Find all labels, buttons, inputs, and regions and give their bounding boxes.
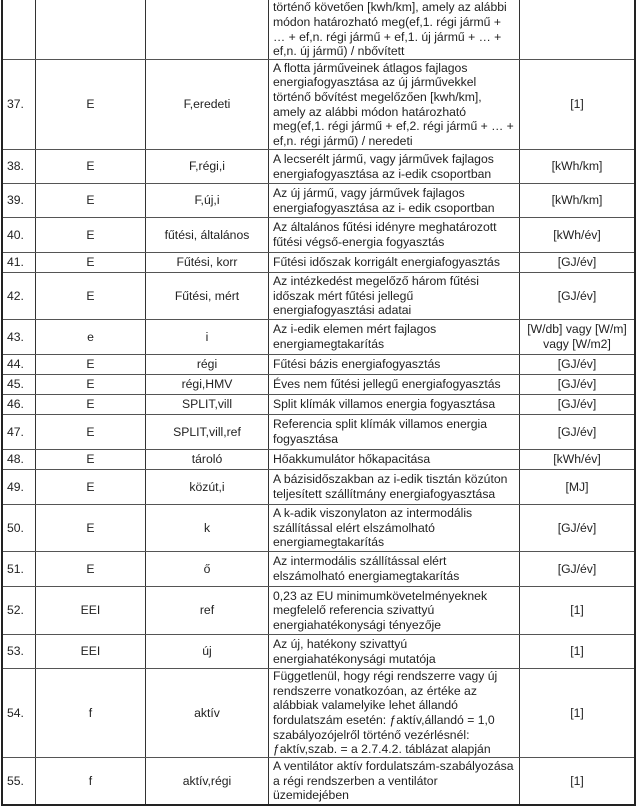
description-text: A flotta járműveinek átlagos fajlagos energiafogyasztása az új járművekkel történő bővítést megelőzően [kwh/km], amely az alábbi módon határozható meg(ef,1. régi jármű + ef,2. régi jármű + … + ef,n. régi jármű) / neredeti	[273, 60, 514, 148]
unit-cell: [1]	[570, 644, 584, 659]
description-text: Az intézkedést megelőző három fűtési időszak mért fűtési jellegű energiafogyasztási adatai	[273, 274, 479, 318]
index-cell: F,eredeti	[146, 60, 269, 149]
description-cell	[269, 320, 520, 354]
no-cell: 53.	[3, 635, 36, 668]
table-row	[3, 415, 634, 450]
index-cell	[146, 0, 269, 59]
unit-cell: [GJ/év]	[557, 520, 597, 535]
table-row	[3, 552, 634, 587]
unit-cell: [GJ/év]	[557, 288, 597, 303]
index-cell: F,régi,i	[146, 150, 269, 183]
description-cell	[269, 470, 520, 504]
no-cell: 50.	[3, 505, 36, 551]
unit-cell: [MJ]	[565, 479, 589, 494]
description-cell	[269, 253, 520, 272]
no-cell: 43.	[3, 320, 36, 354]
table-row	[3, 273, 634, 320]
no-cell: 37.	[3, 60, 36, 149]
table-row	[3, 60, 634, 150]
description-text: A lecserélt jármű, vagy járművek fajlagos energiafogyasztása az i-edik csoportban	[273, 151, 494, 181]
description-cell	[269, 60, 520, 149]
unit-cell: [W/db] vagy [W/m] vagy [W/m2]	[527, 322, 627, 351]
index-cell: új	[146, 635, 269, 668]
index-cell: aktív,régi	[146, 758, 269, 804]
no-cell: 55.	[3, 758, 36, 804]
no-cell: 45.	[3, 375, 36, 394]
unit-cell: [kWh/km]	[551, 193, 603, 208]
table-row	[3, 669, 634, 758]
index-cell: F,új,i	[146, 184, 269, 217]
unit-cell: [1]	[570, 705, 584, 720]
symbol-cell: f	[36, 669, 146, 757]
no-cell: 49.	[3, 470, 36, 504]
table-row	[3, 395, 634, 415]
symbol-cell: E	[36, 273, 146, 319]
index-cell: ő	[146, 552, 269, 586]
unit-cell: [kWh/km]	[551, 159, 603, 174]
index-cell: k	[146, 505, 269, 551]
symbol-cell: EEI	[36, 635, 146, 668]
table-row	[3, 587, 634, 635]
symbol-cell: f	[36, 758, 146, 804]
description-text: Éves nem fűtési jellegű energiafogyasztás	[273, 377, 501, 392]
description-cell	[269, 0, 520, 59]
no-cell: 51.	[3, 552, 36, 586]
description-text: 0,23 az EU minimumkövetelményeknek megfelelő referencia szivattyú energiahatékonysági tényezője	[273, 588, 488, 632]
table-row	[3, 184, 634, 218]
index-cell: régi,HMV	[146, 375, 269, 394]
symbol-cell: E	[36, 355, 146, 374]
description-cell	[269, 355, 520, 374]
description-text: Az i-edik elemen mért fajlagos energiamegtakarítás	[273, 322, 437, 351]
index-cell: régi	[146, 355, 269, 374]
description-cell	[269, 415, 520, 449]
symbol-cell	[36, 0, 146, 59]
table-row	[3, 635, 634, 669]
description-text: Fűtési időszak korrigált energiafogyasztás	[273, 255, 500, 270]
no-cell	[3, 0, 36, 59]
symbol-cell: E	[36, 253, 146, 272]
unit-cell: [GJ/év]	[557, 397, 597, 412]
description-text: Az új, hatékony szivattyú energiahatékonysági mutatója	[273, 636, 436, 666]
unit-cell: [1]	[570, 97, 584, 112]
symbol-cell: E	[36, 470, 146, 504]
no-cell: 54.	[3, 669, 36, 757]
description-text: Az általános fűtési idényre meghatározott fűtési végső-energia fogyasztás	[273, 220, 497, 249]
description-text: Függetlenül, hogy régi rendszerre vagy új rendszerre vonatkozóan, az értéke az alábbiak valamelyike lehet állandó fordulatszám esetén: ƒaktív,állandó = 1,0 szabályozójelről történő vezérlésnél: ƒaktív,szab. = a 2.7.4.2. táblázat alapján	[273, 669, 498, 757]
description-text: Az intermodális szállítással elért elszámolható energiamegtakarítás	[273, 554, 460, 583]
table-row	[3, 450, 634, 470]
unit-cell: [1]	[570, 773, 584, 788]
symbol-cell: E	[36, 552, 146, 586]
table-row	[3, 375, 634, 395]
table-row	[3, 218, 634, 253]
unit-cell: [1]	[570, 603, 584, 618]
description-text: Fűtési bázis energiafogyasztás	[273, 357, 441, 372]
table-row	[3, 505, 634, 552]
unit-cell: [kWh/év]	[553, 227, 601, 242]
description-text: A ventilátor aktív fordulatszám-szabályozása a régi rendszerben a ventilátor üzemidejében	[273, 759, 514, 803]
table-row	[3, 470, 634, 505]
symbol-cell: E	[36, 60, 146, 149]
description-cell	[269, 375, 520, 394]
description-cell	[269, 395, 520, 414]
no-cell: 42.	[3, 273, 36, 319]
unit-cell: [GJ/év]	[557, 255, 597, 270]
symbol-cell: E	[36, 184, 146, 217]
description-cell	[269, 273, 520, 319]
description-text: A bázisidőszakban az i-edik tisztán közúton teljesített szállítmány energiafogyasztása	[273, 472, 508, 501]
description-text: Hőakkumulátor hőkapacitása	[273, 452, 431, 467]
description-cell	[269, 635, 520, 668]
description-cell	[269, 218, 520, 252]
symbol-cell: e	[36, 320, 146, 354]
description-text: történő követően [kwh/km], amely az alábbi módon határozható meg(ef,1. régi jármű + … + ef,n. régi jármű + ef,1. új jármű + … + ef,n. új jármű) / nbővített	[273, 0, 507, 59]
index-cell: Fűtési, korr	[146, 253, 269, 272]
description-cell	[269, 505, 520, 551]
description-text: Az új jármű, vagy járművek fajlagos energiafogyasztása az i- edik csoportban	[273, 185, 495, 215]
no-cell: 44.	[3, 355, 36, 374]
table-row	[3, 320, 634, 355]
symbol-cell: E	[36, 395, 146, 414]
no-cell: 41.	[3, 253, 36, 272]
description-cell	[269, 450, 520, 469]
unit-cell	[520, 0, 634, 59]
index-cell: SPLIT,vill	[146, 395, 269, 414]
index-cell: aktív	[146, 669, 269, 757]
description-text: Split klímák villamos energia fogyasztása	[273, 397, 496, 412]
table-row	[3, 758, 634, 804]
symbol-cell: E	[36, 450, 146, 469]
description-cell	[269, 758, 520, 804]
symbol-cell: E	[36, 218, 146, 252]
description-cell	[269, 587, 520, 634]
index-cell: i	[146, 320, 269, 354]
unit-cell: [GJ/év]	[557, 424, 597, 439]
index-cell: Fűtési, mért	[146, 273, 269, 319]
symbol-cell: E	[36, 375, 146, 394]
no-cell: 40.	[3, 218, 36, 252]
unit-cell: [GJ/év]	[557, 377, 597, 392]
symbols-table	[1, 0, 636, 806]
description-cell	[269, 184, 520, 217]
no-cell: 48.	[3, 450, 36, 469]
table-row-continuation	[3, 0, 634, 60]
no-cell: 47.	[3, 415, 36, 449]
unit-cell: [GJ/év]	[557, 357, 597, 372]
no-cell: 46.	[3, 395, 36, 414]
no-cell: 38.	[3, 150, 36, 183]
index-cell: fűtési, általános	[146, 218, 269, 252]
index-cell: SPLIT,vill,ref	[146, 415, 269, 449]
table-row	[3, 253, 634, 273]
description-cell	[269, 669, 520, 757]
unit-cell: [kWh/év]	[553, 452, 601, 467]
index-cell: tároló	[146, 450, 269, 469]
index-cell: közút,i	[146, 470, 269, 504]
description-text: Referencia split klímák villamos energia fogyasztása	[273, 417, 488, 446]
symbol-cell: EEI	[36, 587, 146, 634]
symbol-cell: E	[36, 415, 146, 449]
unit-cell: [GJ/év]	[557, 561, 597, 576]
description-cell	[269, 150, 520, 183]
index-cell: ref	[146, 587, 269, 634]
description-text: A k-adik viszonylaton az intermodális szállítással elért elszámolható energiamegtakarítás	[273, 506, 473, 550]
description-cell	[269, 552, 520, 586]
no-cell: 39.	[3, 184, 36, 217]
no-cell: 52.	[3, 587, 36, 634]
table-row	[3, 150, 634, 184]
symbol-cell: E	[36, 505, 146, 551]
symbol-cell: E	[36, 150, 146, 183]
table-row	[3, 355, 634, 375]
